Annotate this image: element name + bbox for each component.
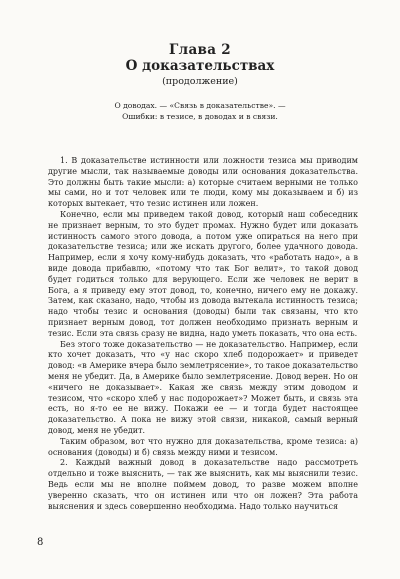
chapter-title: Глава 2 <box>169 42 231 58</box>
paragraph: Конечно, если мы приведем такой довод, который наш собеседник не признает верным, то это будет промах. Нужно будет или доказать истинность самого этого довода, а потом уже опираться на него при доказательстве тезиса; или же искать другого, более удачного довода. Например, если я хочу кому-нибудь доказать, что «работать надо», а в виде довода прибавлю, «потому что так Бог велит», то такой довод будет годиться только для верующего. Если же человек не верит в Бога, а я приведу ему этот довод, то, конечно, ничего ему не докажу. Затем, как сказано, надо, чтобы из довода вытекала истинность тезиса; надо чтобы тезис и основания (доводы) были так связаны, что кто признает верным довод, тот должен необходимо признать верным и тезис. Если эта связь сразу не видна, надо уметь показать, что она есть. <box>48 209 358 338</box>
paragraph: 1. В доказательстве истинности или ложности тезиса мы приводим другие мысли, так называемые доводы или основания доказательства. Это должны быть такие мысли: а) которые считаем верными не только мы сами, но и тот человек или те люди, кому мы доказываем и б) из которых вытекает, что тезис истинен или ложен. <box>48 156 358 209</box>
page-number: 8 <box>37 537 44 548</box>
paragraph: 2. Каждый важный довод в доказательстве надо рассмотреть отдельно и тоже выяснить, — так же выяснить, как мы выяснили тезис. Ведь если мы не вполне поймем довод, то разве можем вполне уверенно сказать, что он истинен или что он ложен? Эта работа выяснения и здесь совершенно необходима. Надо только научиться <box>48 458 358 511</box>
chapter-continued-note: (продолжение) <box>162 76 238 87</box>
paragraph: Без этого тоже доказательство — не доказательство. Например, если кто хочет доказать, что «у нас скоро хлеб подорожает» и приведет довод: «в Америке вчера было землетрясение», то такое доказательство меня не убедит. Да, в Америке было землетрясение. Довод верен. Но он «ничего не доказывает». Какая же связь между этим доводом и тезисом, что «скоро хлеб у нас подорожает»? Может быть, и связь эта есть, но я-то ее не вижу. Покажи ее — и тогда будет настоящее доказательство. А пока не вижу этой связи, никакой, самый верный довод, меня не убедит. <box>48 339 358 435</box>
chapter-subtitle: О доказательствах <box>125 58 275 74</box>
chapter-summary <box>0 100 400 122</box>
summary-line: Ошибки: в тезисе, в доводах и в связи. <box>122 112 278 121</box>
paragraph: Таким образом, вот что нужно для доказательства, кроме тезиса: а) основания (доводы) и б) связь между ними и тезисом. <box>48 436 358 457</box>
summary-line: О доводах. — «Связь в доказательстве». — <box>114 101 286 110</box>
body-text <box>48 156 358 512</box>
